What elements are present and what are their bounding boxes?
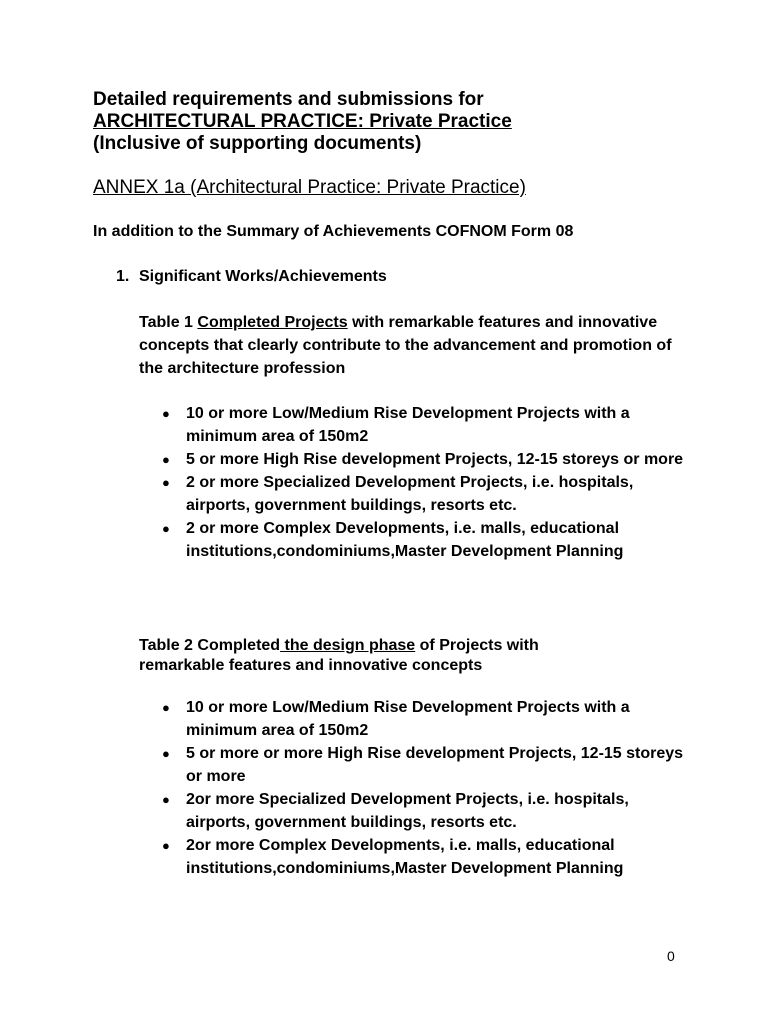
bullet-icon: ● <box>162 746 170 761</box>
table-2-prefix: Table 2 Completed <box>139 637 281 654</box>
list-item-text: 10 or more Low/Medium Rise Development Projects with a minimum area of 150m2 <box>186 699 630 739</box>
list-item-text: 2or more Specialized Development Projects, i.e. hospitals, airports, government buildings, resorts etc. <box>186 791 629 831</box>
list-item <box>162 742 692 788</box>
table-1-underlined: Completed Projects <box>197 314 348 331</box>
list-item-text: 2or more Complex Developments, i.e. malls, educational institutions,condominiums,Master Development Planning <box>186 837 624 877</box>
intro-text: In addition to the Summary of Achievements COFNOM Form 08 <box>93 223 574 240</box>
bullet-icon: ● <box>162 521 170 536</box>
annex-text: ANNEX 1a (Architectural Practice: Private Practice) <box>93 177 526 198</box>
table-1-rest: with remarkable features and innovative concepts that clearly contribute to the advancement and promotion of the architecture profession <box>139 314 672 377</box>
table-1-bullet-list <box>162 402 692 563</box>
table-2-description <box>139 636 609 676</box>
list-item-text: 2 or more Complex Developments, i.e. malls, educational institutions,condominiums,Master Development Planning <box>186 520 624 560</box>
list-item-text: 5 or more or more High Rise development Projects, 12-15 storeys or more <box>186 745 684 785</box>
list-item <box>162 834 692 880</box>
bullet-icon: ● <box>162 700 170 715</box>
table-2-rest: of Projects with remarkable features and innovative concepts <box>139 637 539 674</box>
section-number: 1. <box>116 268 130 285</box>
list-item-text: 10 or more Low/Medium Rise Development Projects with a minimum area of 150m2 <box>186 405 630 445</box>
bullet-icon: ● <box>162 838 170 853</box>
table-2-bullet-list <box>162 696 692 880</box>
section-1-heading <box>116 267 387 287</box>
bullet-icon: ● <box>162 792 170 807</box>
list-item <box>162 448 692 471</box>
title-line-3: (Inclusive of supporting documents) <box>93 133 422 154</box>
list-item <box>162 517 692 563</box>
bullet-icon: ● <box>162 406 170 421</box>
title-line-2 <box>93 111 512 133</box>
table-2-underlined: the design phase <box>280 637 416 654</box>
list-item <box>162 471 692 517</box>
list-item-text: 2 or more Specialized Development Projects, i.e. hospitals, airports, government buildings, resorts etc. <box>186 474 634 514</box>
page-number: 0 <box>667 948 675 964</box>
list-item <box>162 402 692 448</box>
title-line-1: Detailed requirements and submissions for <box>93 89 484 110</box>
list-item <box>162 788 692 834</box>
list-item-text: 5 or more High Rise development Projects, 12-15 storeys or more <box>186 451 684 468</box>
bullet-icon: ● <box>162 452 170 467</box>
table-1-prefix: Table 1 <box>139 314 198 331</box>
bullet-icon: ● <box>162 475 170 490</box>
title-underlined: ARCHITECTURAL PRACTICE: Private Practice <box>93 111 512 132</box>
list-item <box>162 696 692 742</box>
annex-heading <box>93 177 526 199</box>
table-1-description <box>139 311 679 380</box>
section-title: Significant Works/Achievements <box>139 268 387 285</box>
